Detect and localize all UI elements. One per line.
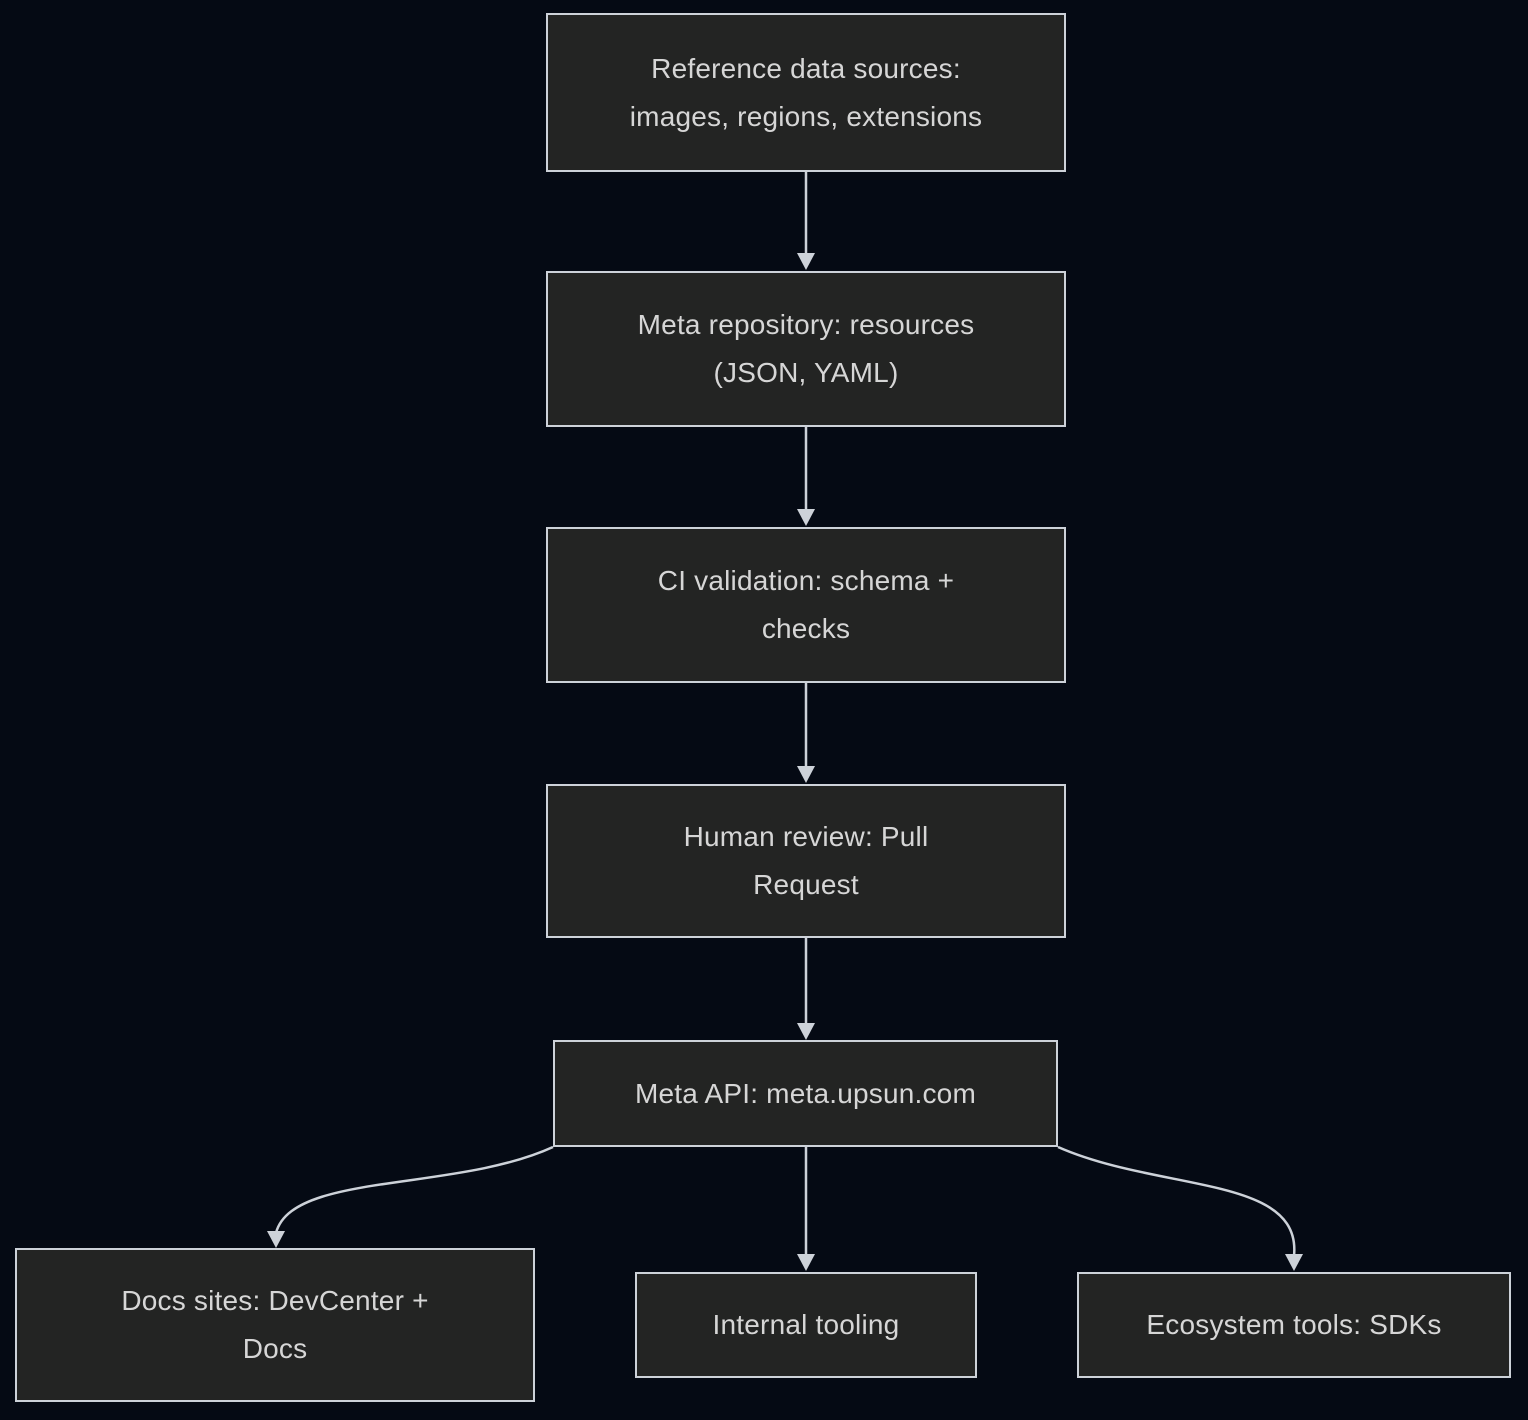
node-label-line: Meta repository: resources	[637, 309, 975, 340]
node-label-line: Request	[753, 869, 859, 900]
node-label-line: CI validation: schema +	[657, 565, 955, 596]
arrowhead-meta-api-to-docs-sites	[267, 1231, 285, 1248]
arrowhead-sources-to-meta-repo	[797, 253, 815, 270]
arrowhead-meta-repo-to-ci-validation	[797, 509, 815, 526]
node-label-line: Reference data sources:	[651, 52, 961, 84]
node-internal-tooling	[635, 1272, 977, 1378]
node-label-line: Human review: Pull	[683, 821, 929, 852]
node-ecosystem-tools	[1077, 1272, 1511, 1378]
edge-meta-api-to-docs-sites	[276, 1147, 553, 1233]
node-label-line: checks	[761, 613, 851, 644]
node-label-line: Docs sites: DevCenter +	[121, 1285, 429, 1316]
arrowhead-human-review-to-meta-api	[797, 1023, 815, 1040]
node-label-line: Internal tooling	[712, 1309, 900, 1340]
arrowhead-meta-api-to-ecosystem-tools	[1285, 1254, 1303, 1271]
node-docs-sites	[15, 1248, 535, 1402]
arrowhead-ci-validation-to-human-review	[797, 766, 815, 783]
node-label-line: Meta API: meta.upsun.com	[635, 1077, 976, 1109]
edge-meta-api-to-ecosystem-tools	[1058, 1147, 1294, 1256]
node-human-review	[546, 784, 1066, 938]
node-meta-api	[553, 1040, 1058, 1147]
node-label-line: Ecosystem tools: SDKs	[1146, 1309, 1442, 1340]
arrowhead-meta-api-to-internal-tooling	[797, 1254, 815, 1271]
node-ci-validation	[546, 527, 1066, 683]
node-reference-data-sources	[546, 13, 1066, 172]
node-meta-repository	[546, 271, 1066, 427]
node-label-line: (JSON, YAML)	[713, 357, 899, 388]
node-label-line: images, regions, extensions	[629, 100, 983, 132]
node-label-line: Docs	[242, 1333, 308, 1364]
